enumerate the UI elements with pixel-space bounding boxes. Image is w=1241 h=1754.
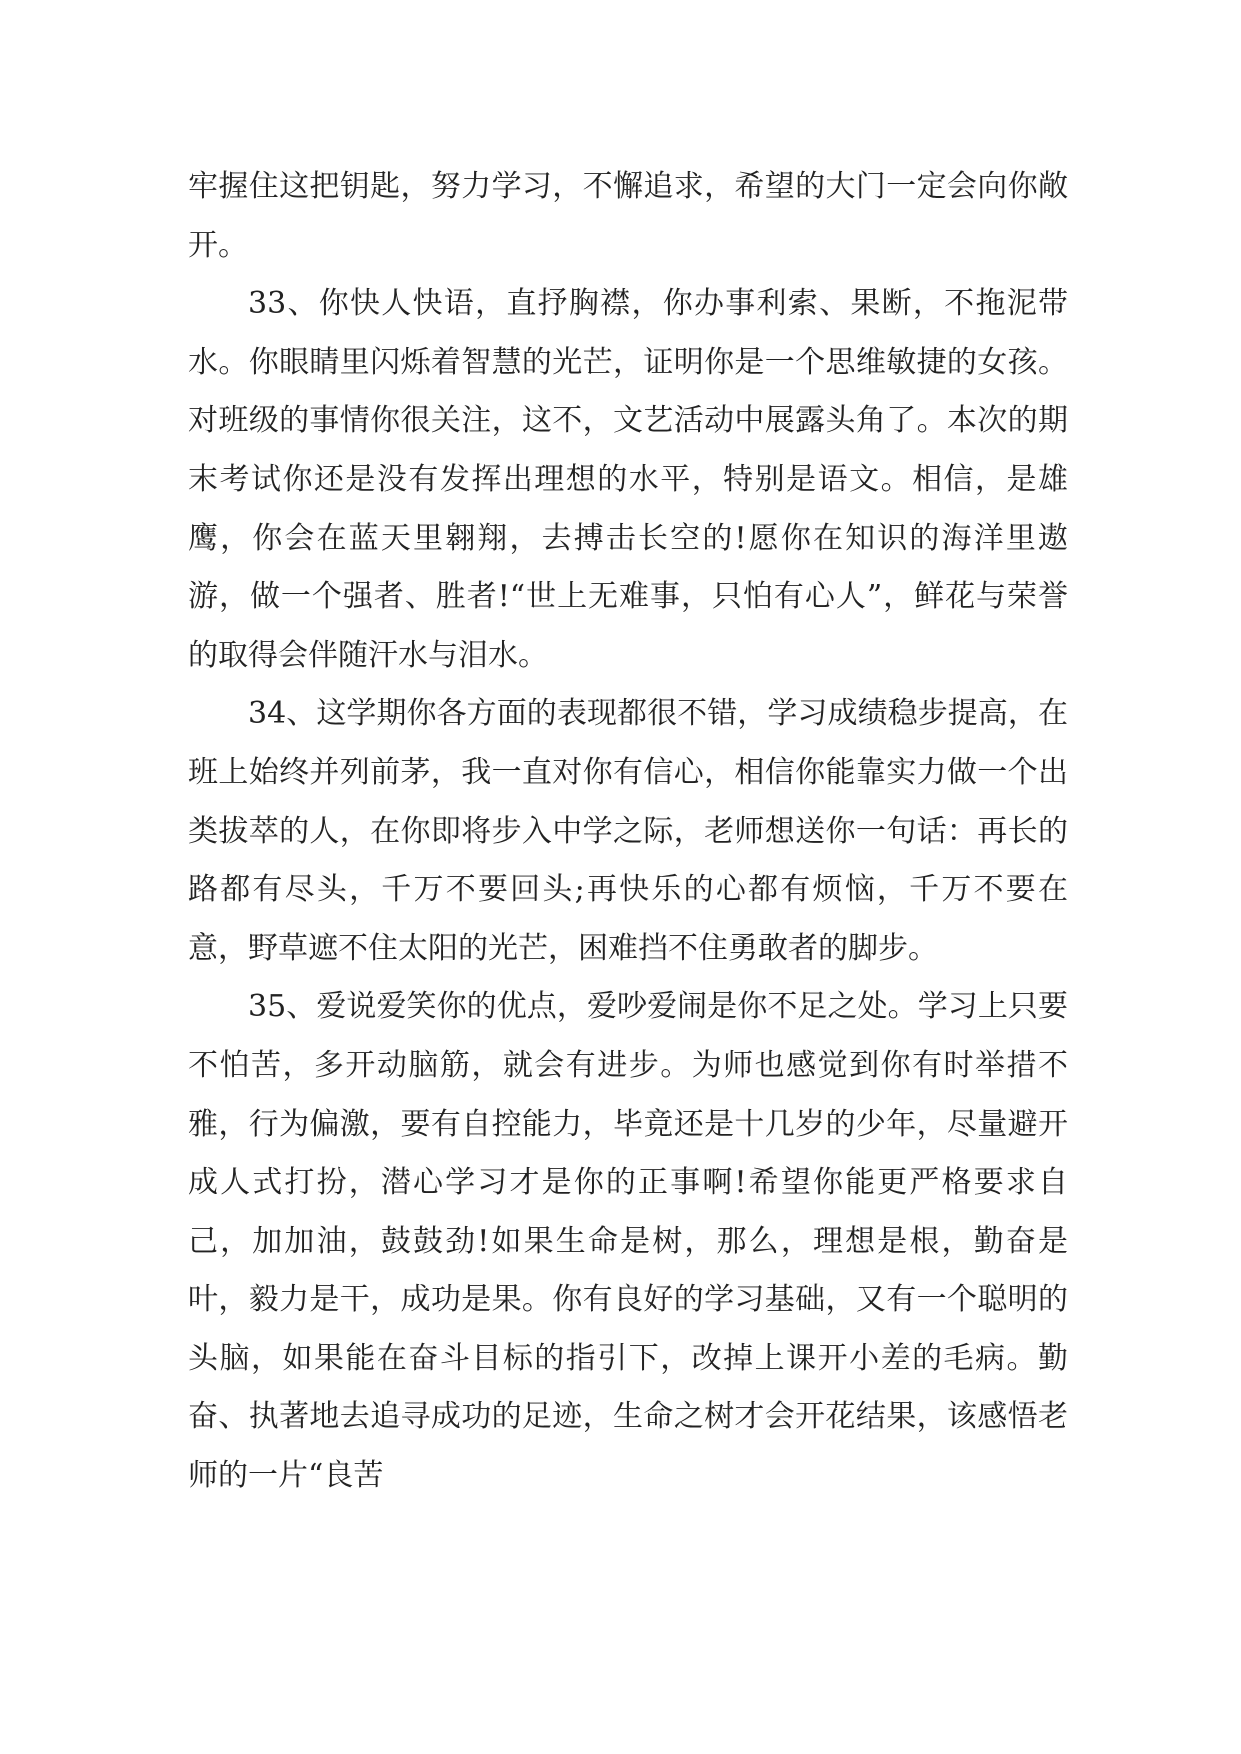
document-body bbox=[188, 158, 1068, 1506]
paragraph-continued: 牢握住这把钥匙，努力学习，不懈追求，希望的大门一定会向你敞开。 bbox=[188, 169, 1068, 263]
paragraph-33: 33、你快人快语，直抒胸襟，你办事利索、果断，不拖泥带水。你眼睛里闪烁着智慧的光芒，证明你是一个思维敏捷的女孩。对班级的事情你很关注，这不，文艺活动中展露头角了。本次的期末考试你还是没有发挥出理想的水平，特别是语文。相信，是雄鹰，你会在蓝天里翱翔，去搏击长空的!愿你在知识的海洋里遨游，做一个强者、胜者!“世上无难事，只怕有心人”，鲜花与荣誉的取得会伴随汗水与泪水。 bbox=[188, 286, 1068, 673]
paragraph-35: 35、爱说爱笑你的优点，爱吵爱闹是你不足之处。学习上只要不怕苦，多开动脑筋，就会有进步。为师也感觉到你有时举措不雅，行为偏激，要有自控能力，毕竟还是十几岁的少年，尽量避开成人式打扮，潜心学习才是你的正事啊!希望你能更严格要求自己，加加油，鼓鼓劲!如果生命是树，那么，理想是根，勤奋是叶，毅力是干，成功是果。你有良好的学习基础，又有一个聪明的头脑，如果能在奋斗目标的指引下，改掉上课开小差的毛病。勤奋、执著地去追寻成功的足迹，生命之树才会开花结果，该感悟老师的一片“良苦 bbox=[188, 989, 1068, 1494]
paragraph-34: 34、这学期你各方面的表现都很不错，学习成绩稳步提高，在班上始终并列前茅，我一直对你有信心，相信你能靠实力做一个出类拔萃的人，在你即将步入中学之际，老师想送你一句话：再长的路都有尽头，千万不要回头;再快乐的心都有烦恼，千万不要在意，野草遮不住太阳的光芒，困难挡不住勇敢者的脚步。 bbox=[188, 696, 1068, 966]
